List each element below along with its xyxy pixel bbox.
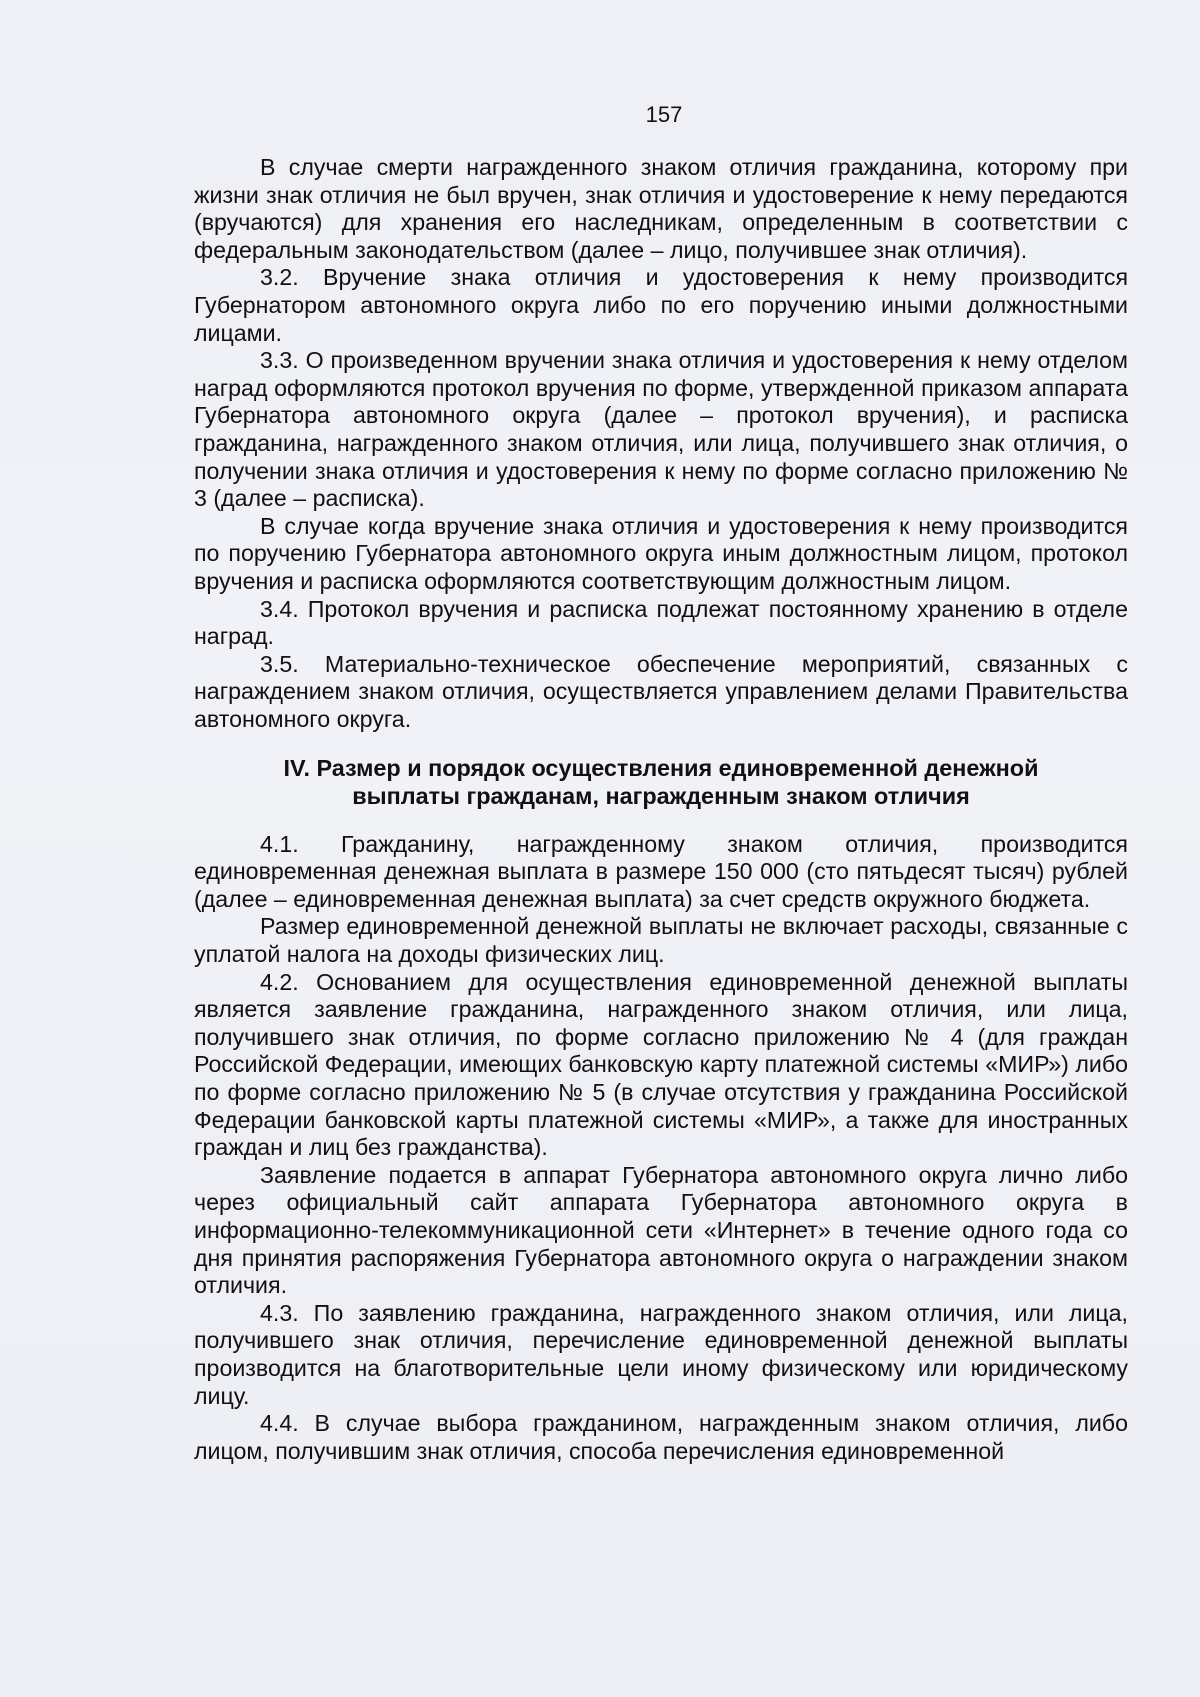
paragraph-4-2: 4.2. Основанием для осуществления единовременной денежной выплаты является заявление гражданина, награжденного знаком отличия, или лица, получившего знак отличия, по форме согласно приложению № 4 (для граждан Российской Федерации, имеющих банковскую карту платежной системы «МИР») либо по форме согласно приложению № 5 (в случае отсутствия у гражданина Российской Федерации банковской карты платежной системы «МИР», а также для иностранных граждан и лиц без гражданства). <box>194 968 1128 1161</box>
paragraph: Заявление подается в аппарат Губернатора автономного округа лично либо через официальный сайт аппарата Губернатора автономного округа в информационно-телекоммуникационной сети «Интернет» в течение одного года со дня принятия распоряжения Губернатора автономного округа о награждении знаком отличия. <box>194 1161 1128 1299</box>
paragraph: В случае смерти награжденного знаком отличия гражданина, которому при жизни знак отличия не был вручен, знак отличия и удостоверение к нему передаются (вручаются) для хранения его наследникам, определенным в соответствии с федеральным законодательством (далее – лицо, получившее знак отличия). <box>194 154 1128 263</box>
page-number: 157 <box>645 102 683 127</box>
paragraph-3-2: 3.2. Вручение знака отличия и удостоверения к нему производится Губернатором автономного округа либо по его поручению иными должностными лицами. <box>194 264 1128 346</box>
paragraph-3-4: 3.4. Протокол вручения и расписка подлежат постоянному хранению в отделе наград. <box>194 595 1128 650</box>
paragraph: В случае когда вручение знака отличия и удостоверения к нему производится по поручению Губернатора автономного округа иным должностным лицом, протокол вручения и расписка оформляются соответствующим должностным лицом. <box>194 512 1128 594</box>
paragraph-4-3: 4.3. По заявлению гражданина, награжденного знаком отличия, или лица, получившего знак отличия, перечисление единовременной денежной выплаты производится на благотворительные цели иному физическому или юридическому лицу. <box>194 1299 1128 1409</box>
section-heading: IV. Размер и порядок осуществления единовременной денежной выплаты гражданам, награжденным знаком отличия <box>283 755 1039 810</box>
document-body <box>194 154 1128 1465</box>
paragraph-3-5: 3.5. Материально-техническое обеспечение мероприятий, связанных с награждением знаком отличия, осуществляется управлением делами Правительства автономного округа. <box>194 650 1128 732</box>
paragraph: Размер единовременной денежной выплаты не включает расходы, связанные с уплатой налога на доходы физических лиц. <box>194 913 1128 968</box>
paragraph-4-4: 4.4. В случае выбора гражданином, награжденным знаком отличия, либо лицом, получившим знак отличия, способа перечисления единовременной <box>194 1410 1128 1464</box>
paragraph-4-1: 4.1. Гражданину, награжденному знаком отличия, производится единовременная денежная выплата в размере 150 000 (сто пятьдесят тысяч) рублей (далее – единовременная денежная выплата) за счет средств окружного бюджета. <box>194 830 1128 912</box>
paragraph-3-3: 3.3. О произведенном вручении знака отличия и удостоверения к нему отделом наград оформляются протокол вручения по форме, утвержденной приказом аппарата Губернатора автономного округа (далее – протокол вручения), и расписка гражданина, награжденного знаком отличия, или лица, получившего знак отличия, о получении знака отличия и удостоверения к нему по форме согласно приложению № 3 (далее – расписка). <box>194 347 1128 512</box>
